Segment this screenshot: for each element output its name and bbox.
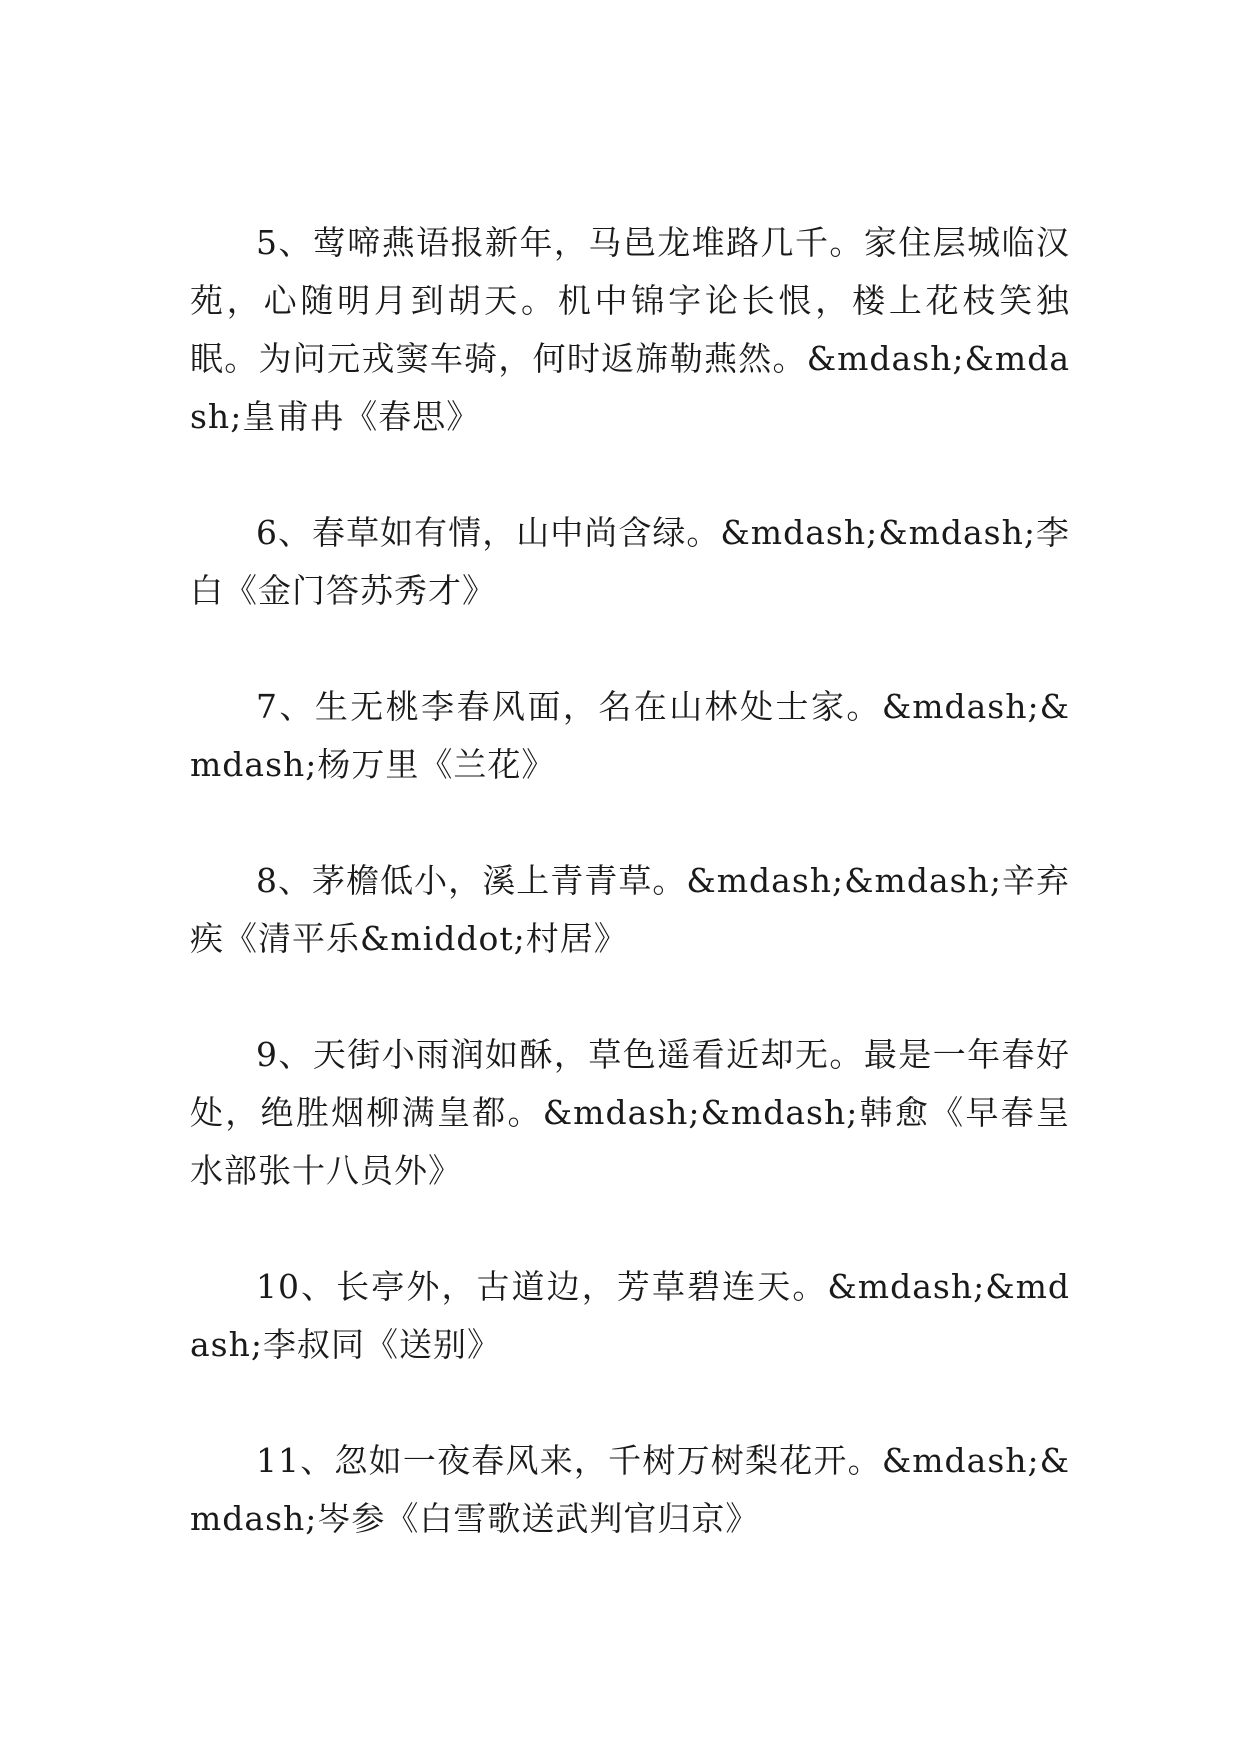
poem-quote-7: 7、生无桃李春风面，名在山林处士家。&mdash;&mdash;杨万里《兰花》 xyxy=(190,687,1070,784)
poem-quote-6: 6、春草如有情，山中尚含绿。&mdash;&mdash;李白《金门答苏秀才》 xyxy=(190,513,1070,610)
poem-quote-11: 11、忽如一夜春风来，千树万树梨花开。&mdash;&mdash;岑参《白雪歌送武判官归京》 xyxy=(190,1441,1070,1538)
poem-quote-9: 9、天街小雨润如酥，草色遥看近却无。最是一年春好处，绝胜烟柳满皇都。&mdash;&mdash;韩愈《早春呈水部张十八员外》 xyxy=(190,1035,1070,1190)
document-body xyxy=(190,214,1070,1606)
poem-quote-8: 8、茅檐低小，溪上青青草。&mdash;&mdash;辛弃疾《清平乐&middot;村居》 xyxy=(190,861,1070,958)
poem-quote-5: 5、莺啼燕语报新年，马邑龙堆路几千。家住层城临汉苑，心随明月到胡天。机中锦字论长恨，楼上花枝笑独眠。为问元戎窦车骑，何时返旆勒燕然。&mdash;&mdash;皇甫冉《春思》 xyxy=(190,223,1070,436)
poem-quote-10: 10、长亭外，古道边，芳草碧连天。&mdash;&mdash;李叔同《送别》 xyxy=(190,1267,1070,1364)
